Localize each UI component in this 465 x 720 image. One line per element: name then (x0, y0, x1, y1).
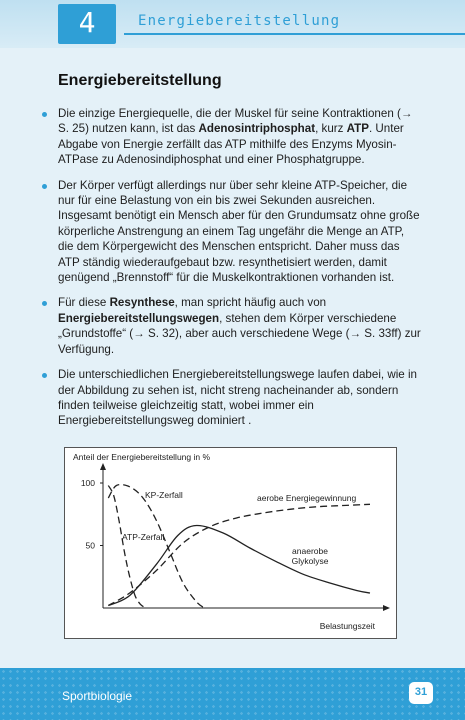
page-number: 31 (414, 686, 428, 698)
x-axis-label: Belastungszeit (319, 621, 375, 631)
bullet-text: , kurz (315, 122, 347, 136)
bullet-text: Die unterschiedlichen Energiebereitstellungswege laufen dabei, wie in der Abbildung zu sehen ist, nicht streng nacheinander ab, sondern finden teilweise gleichzeitig statt, wobei immer ein Energiebereitstellungsweg dominiert . (58, 368, 417, 428)
series-label: KP-Zerfall (145, 490, 183, 500)
bullet-text: Die einzige Energiequelle, die der Muskel für seine Kontraktionen (→ S. 25) nutzen kann, ist das (58, 107, 413, 136)
bullet-item (42, 295, 422, 357)
page-number-badge (409, 682, 433, 704)
bullet-dot-icon (42, 373, 47, 378)
bullet-item (42, 178, 422, 286)
bold-term: Energiebereitstellungswegen (58, 311, 220, 325)
page-title: Energiebereitstellung (58, 72, 222, 89)
bullet-list (42, 106, 422, 439)
series-line-atp-zerfall (108, 486, 145, 609)
y-tick-label: 50 (85, 540, 95, 551)
series-line-aerobe-energiegewinnung (108, 504, 370, 605)
bullet-item (42, 106, 422, 168)
book-title: Sportbiologie (62, 689, 133, 703)
bullet-text: Für diese (58, 296, 110, 310)
bullet-text: , man spricht häufig auch von (174, 296, 327, 310)
y-axis-label: Anteil der Energiebereitstellung in % (73, 452, 211, 462)
chapter-divider (124, 33, 465, 35)
bullet-text: . Unter Abgabe von Energie zerfällt das ATP mithilfe des Enzyms Myosin-ATPase zu Adenosindiphosphat und einer Phosphatgruppe. (58, 122, 404, 167)
bullet-dot-icon (42, 301, 47, 306)
x-axis-arrow (383, 605, 390, 611)
series-line-kp-zerfall (108, 485, 204, 608)
bold-term: Adenosintriphosphat (198, 122, 316, 136)
bold-term: ATP (346, 122, 369, 136)
chapter-number-box (58, 4, 116, 44)
series-label-part: Glykolyse (291, 556, 329, 566)
y-axis-arrow (100, 463, 106, 470)
y-tick-label: 100 (80, 478, 95, 488)
bullet-item (42, 367, 422, 429)
chapter-title: Energiebereitstellung (138, 13, 341, 29)
bullet-dot-icon (42, 184, 47, 189)
chapter-number: 4 (78, 6, 96, 39)
series-label: aerobe Energiegewinnung (257, 493, 357, 503)
energy-supply-chart (64, 447, 397, 639)
bold-term: Resynthese (109, 296, 175, 310)
bullet-dot-icon (42, 112, 47, 117)
series-label (292, 546, 329, 566)
bullet-text: , stehen dem Körper verschiedene „Grundstoffe“ (→ S. 32), aber auch verschiedene Wege (→ S. 33ff) zur Verfügung. (58, 311, 421, 356)
series-label-part: anaerobe (292, 546, 328, 556)
series-label: ATP-Zerfall (122, 532, 165, 542)
bullet-text: Der Körper verfügt allerdings nur über sehr kleine ATP-Speicher, die nur für eine Belastung von ein bis zwei Sekunden ausreichen. Insgesamt benötigt ein Mensch aber für den Grundumsatz ohne große körperliche Anstrengung an einem Tag ungefähr die Menge an ATP, die dem Körpergewicht des Menschen entspricht. Daher muss das ATP ständig wiederaufgebaut bzw. resynthetisiert werden, damit genügend „Brennstoff“ für die Muskelkontraktionen vorhanden ist. (58, 178, 420, 285)
